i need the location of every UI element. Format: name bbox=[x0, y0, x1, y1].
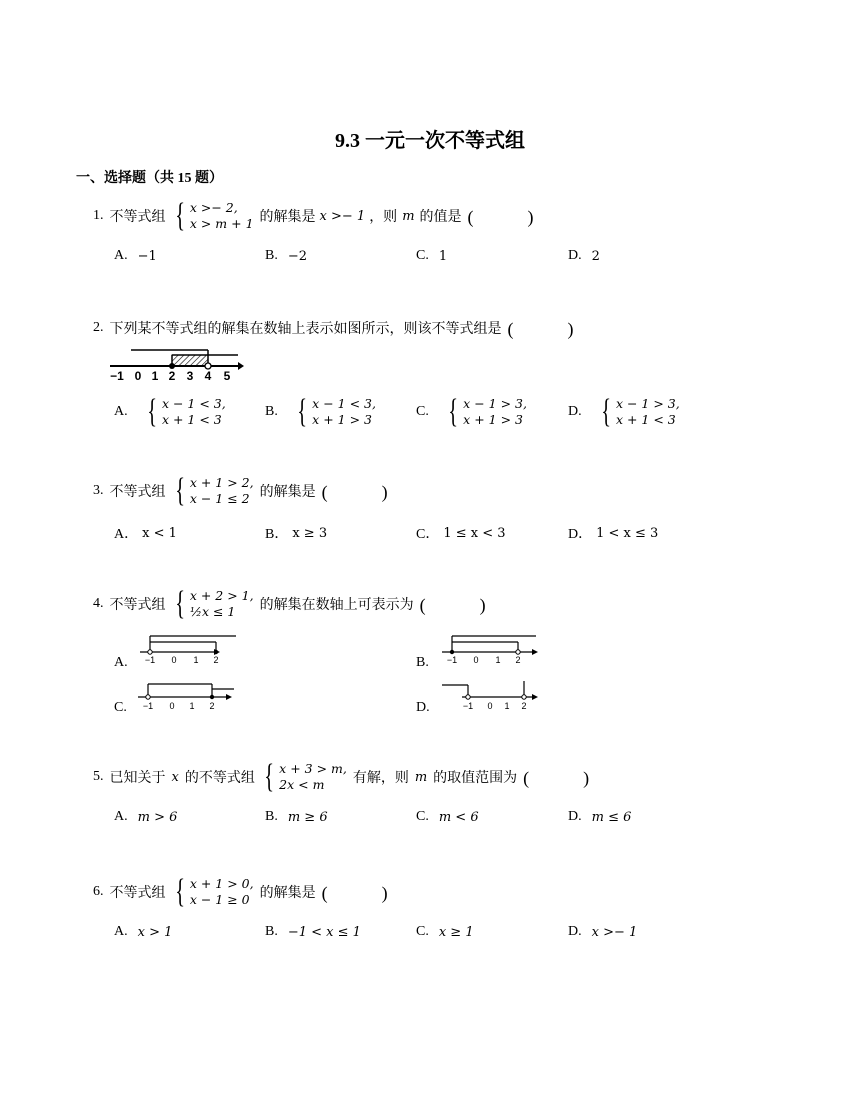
option-a-number-line bbox=[138, 632, 238, 666]
option-d-number-line bbox=[440, 681, 550, 715]
svg-text:0: 0 bbox=[171, 655, 177, 665]
inequality-system: { x + 1 > 0, x − 1 ≥ 0 bbox=[174, 873, 254, 910]
question-text: 的取值范围为 bbox=[433, 771, 518, 786]
axis-tick-label: 0 bbox=[134, 369, 142, 383]
option-b[interactable]: B. −1 < x ≤ 1 bbox=[265, 924, 361, 940]
option-a[interactable]: A． x < 1 bbox=[114, 525, 177, 542]
option-b[interactable]: B. bbox=[416, 655, 429, 670]
inequality-system: { x >− 2, x > m + 1 bbox=[174, 197, 254, 234]
question-text: 不等式组 bbox=[109, 886, 166, 901]
axis-tick-label: 2 bbox=[168, 369, 176, 383]
question-2 bbox=[93, 315, 592, 341]
axis-tick-label: 1 bbox=[151, 369, 159, 383]
question-number: 2. bbox=[93, 320, 104, 335]
question-number: 1. bbox=[93, 208, 104, 223]
answer-parentheses: ( ) bbox=[507, 319, 592, 339]
question-text: 的解集是 bbox=[259, 485, 316, 500]
option-d[interactable]: D. m ≤ 6 bbox=[568, 809, 632, 825]
axis-tick-label: 5 bbox=[223, 369, 231, 383]
svg-text:0: 0 bbox=[473, 655, 479, 665]
question-1 bbox=[93, 197, 552, 234]
svg-text:0: 0 bbox=[487, 701, 493, 711]
question-number: 3. bbox=[93, 483, 104, 498]
question-text: 的解集在数轴上可表示为 bbox=[259, 598, 414, 613]
inequality-system: { x + 1 > 2, x − 1 ≤ 2 bbox=[174, 472, 254, 509]
answer-parentheses: ( ) bbox=[419, 595, 504, 615]
question-5 bbox=[93, 758, 608, 795]
question-text: 的解集是 bbox=[259, 886, 316, 901]
svg-text:2: 2 bbox=[209, 701, 215, 711]
question-text: 不等式组 bbox=[109, 210, 166, 225]
answer-parentheses: ( ) bbox=[467, 207, 552, 227]
math-variable: m bbox=[402, 208, 415, 224]
system-line: x >− 2, bbox=[189, 200, 238, 215]
option-a[interactable]: A. m > 6 bbox=[114, 809, 178, 825]
option-b[interactable]: B． x ≥ 3 bbox=[265, 525, 328, 542]
section-heading: 一、选择题（共 15 题） bbox=[76, 171, 223, 186]
option-a[interactable]: A. bbox=[114, 655, 128, 670]
question-6 bbox=[93, 873, 406, 910]
axis-tick-label: 3 bbox=[186, 369, 194, 383]
svg-text:−1: −1 bbox=[462, 701, 474, 711]
option-d[interactable]: D. x >− 1 bbox=[568, 924, 638, 940]
question-3 bbox=[93, 472, 406, 509]
option-b-number-line bbox=[440, 632, 550, 666]
inequality-system: { x + 2 > 1, ½x ≤ 1 bbox=[174, 585, 254, 622]
number-line-figure bbox=[106, 342, 246, 384]
option-c[interactable]: C. bbox=[114, 700, 127, 715]
math-variable: x bbox=[171, 769, 179, 785]
option-c[interactable]: C. 1 bbox=[416, 248, 448, 264]
math-variable: m bbox=[414, 769, 428, 785]
option-b[interactable]: B. −2 bbox=[265, 248, 308, 264]
axis-tick-label: −1 bbox=[110, 369, 124, 383]
option-c[interactable]: C. { x − 1 > 3, x + 1 > 3 bbox=[416, 393, 527, 430]
system-line: x > m + 1 bbox=[189, 216, 254, 231]
svg-text:2: 2 bbox=[515, 655, 521, 665]
option-c[interactable]: C． 1 ≤ x < 3 bbox=[416, 525, 506, 542]
question-text: 有解，则 bbox=[352, 771, 409, 786]
question-number: 5. bbox=[93, 769, 104, 784]
option-a[interactable]: A. x > 1 bbox=[114, 924, 173, 940]
question-4 bbox=[93, 585, 504, 622]
math-expression: x >− 1 bbox=[319, 208, 366, 224]
page-title: 9.3 一元一次不等式组 bbox=[335, 130, 525, 152]
option-d[interactable]: D. bbox=[416, 700, 430, 715]
axis-tick-label: 4 bbox=[204, 369, 212, 383]
option-c[interactable]: C. m < 6 bbox=[416, 809, 479, 825]
svg-text:−1: −1 bbox=[144, 655, 156, 665]
svg-text:1: 1 bbox=[189, 701, 195, 711]
question-text: ，则 bbox=[369, 210, 398, 225]
question-text: 不等式组 bbox=[109, 485, 166, 500]
question-text: 下列某不等式组的解集在数轴上表示如图所示，则该不等式组是 bbox=[109, 322, 502, 337]
option-a[interactable]: A. −1 bbox=[114, 248, 157, 264]
answer-parentheses: ( ) bbox=[321, 883, 406, 903]
svg-text:0: 0 bbox=[169, 701, 175, 711]
option-d[interactable]: D. { x − 1 > 3, x + 1 < 3 bbox=[568, 393, 680, 430]
question-number: 4. bbox=[93, 596, 104, 611]
answer-parentheses: ( ) bbox=[321, 482, 406, 502]
question-text: 的解集是 bbox=[259, 210, 316, 225]
answer-parentheses: ( ) bbox=[523, 768, 608, 788]
inequality-system: { x + 3 > m, 2x < m bbox=[264, 758, 347, 795]
svg-text:2: 2 bbox=[521, 701, 527, 711]
svg-text:−1: −1 bbox=[446, 655, 458, 665]
question-text: 不等式组 bbox=[109, 598, 166, 613]
option-b[interactable]: B. m ≥ 6 bbox=[265, 809, 328, 825]
svg-text:1: 1 bbox=[193, 655, 199, 665]
svg-text:2: 2 bbox=[213, 655, 219, 665]
question-text: 已知关于 bbox=[109, 771, 166, 786]
svg-text:1: 1 bbox=[504, 701, 510, 711]
question-text: 的值是 bbox=[419, 210, 462, 225]
question-text: 的不等式组 bbox=[184, 771, 255, 786]
option-b[interactable]: B. { x − 1 < 3, x + 1 > 3 bbox=[265, 393, 376, 430]
option-c[interactable]: C. x ≥ 1 bbox=[416, 924, 474, 940]
option-a[interactable]: A. { x − 1 < 3, x + 1 < 3 bbox=[114, 393, 226, 430]
question-number: 6. bbox=[93, 884, 104, 899]
svg-text:−1: −1 bbox=[142, 701, 154, 711]
option-c-number-line bbox=[136, 681, 236, 715]
svg-text:1: 1 bbox=[495, 655, 501, 665]
option-d[interactable]: D． 1 < x ≤ 3 bbox=[568, 525, 659, 542]
option-d[interactable]: D. 2 bbox=[568, 248, 600, 264]
